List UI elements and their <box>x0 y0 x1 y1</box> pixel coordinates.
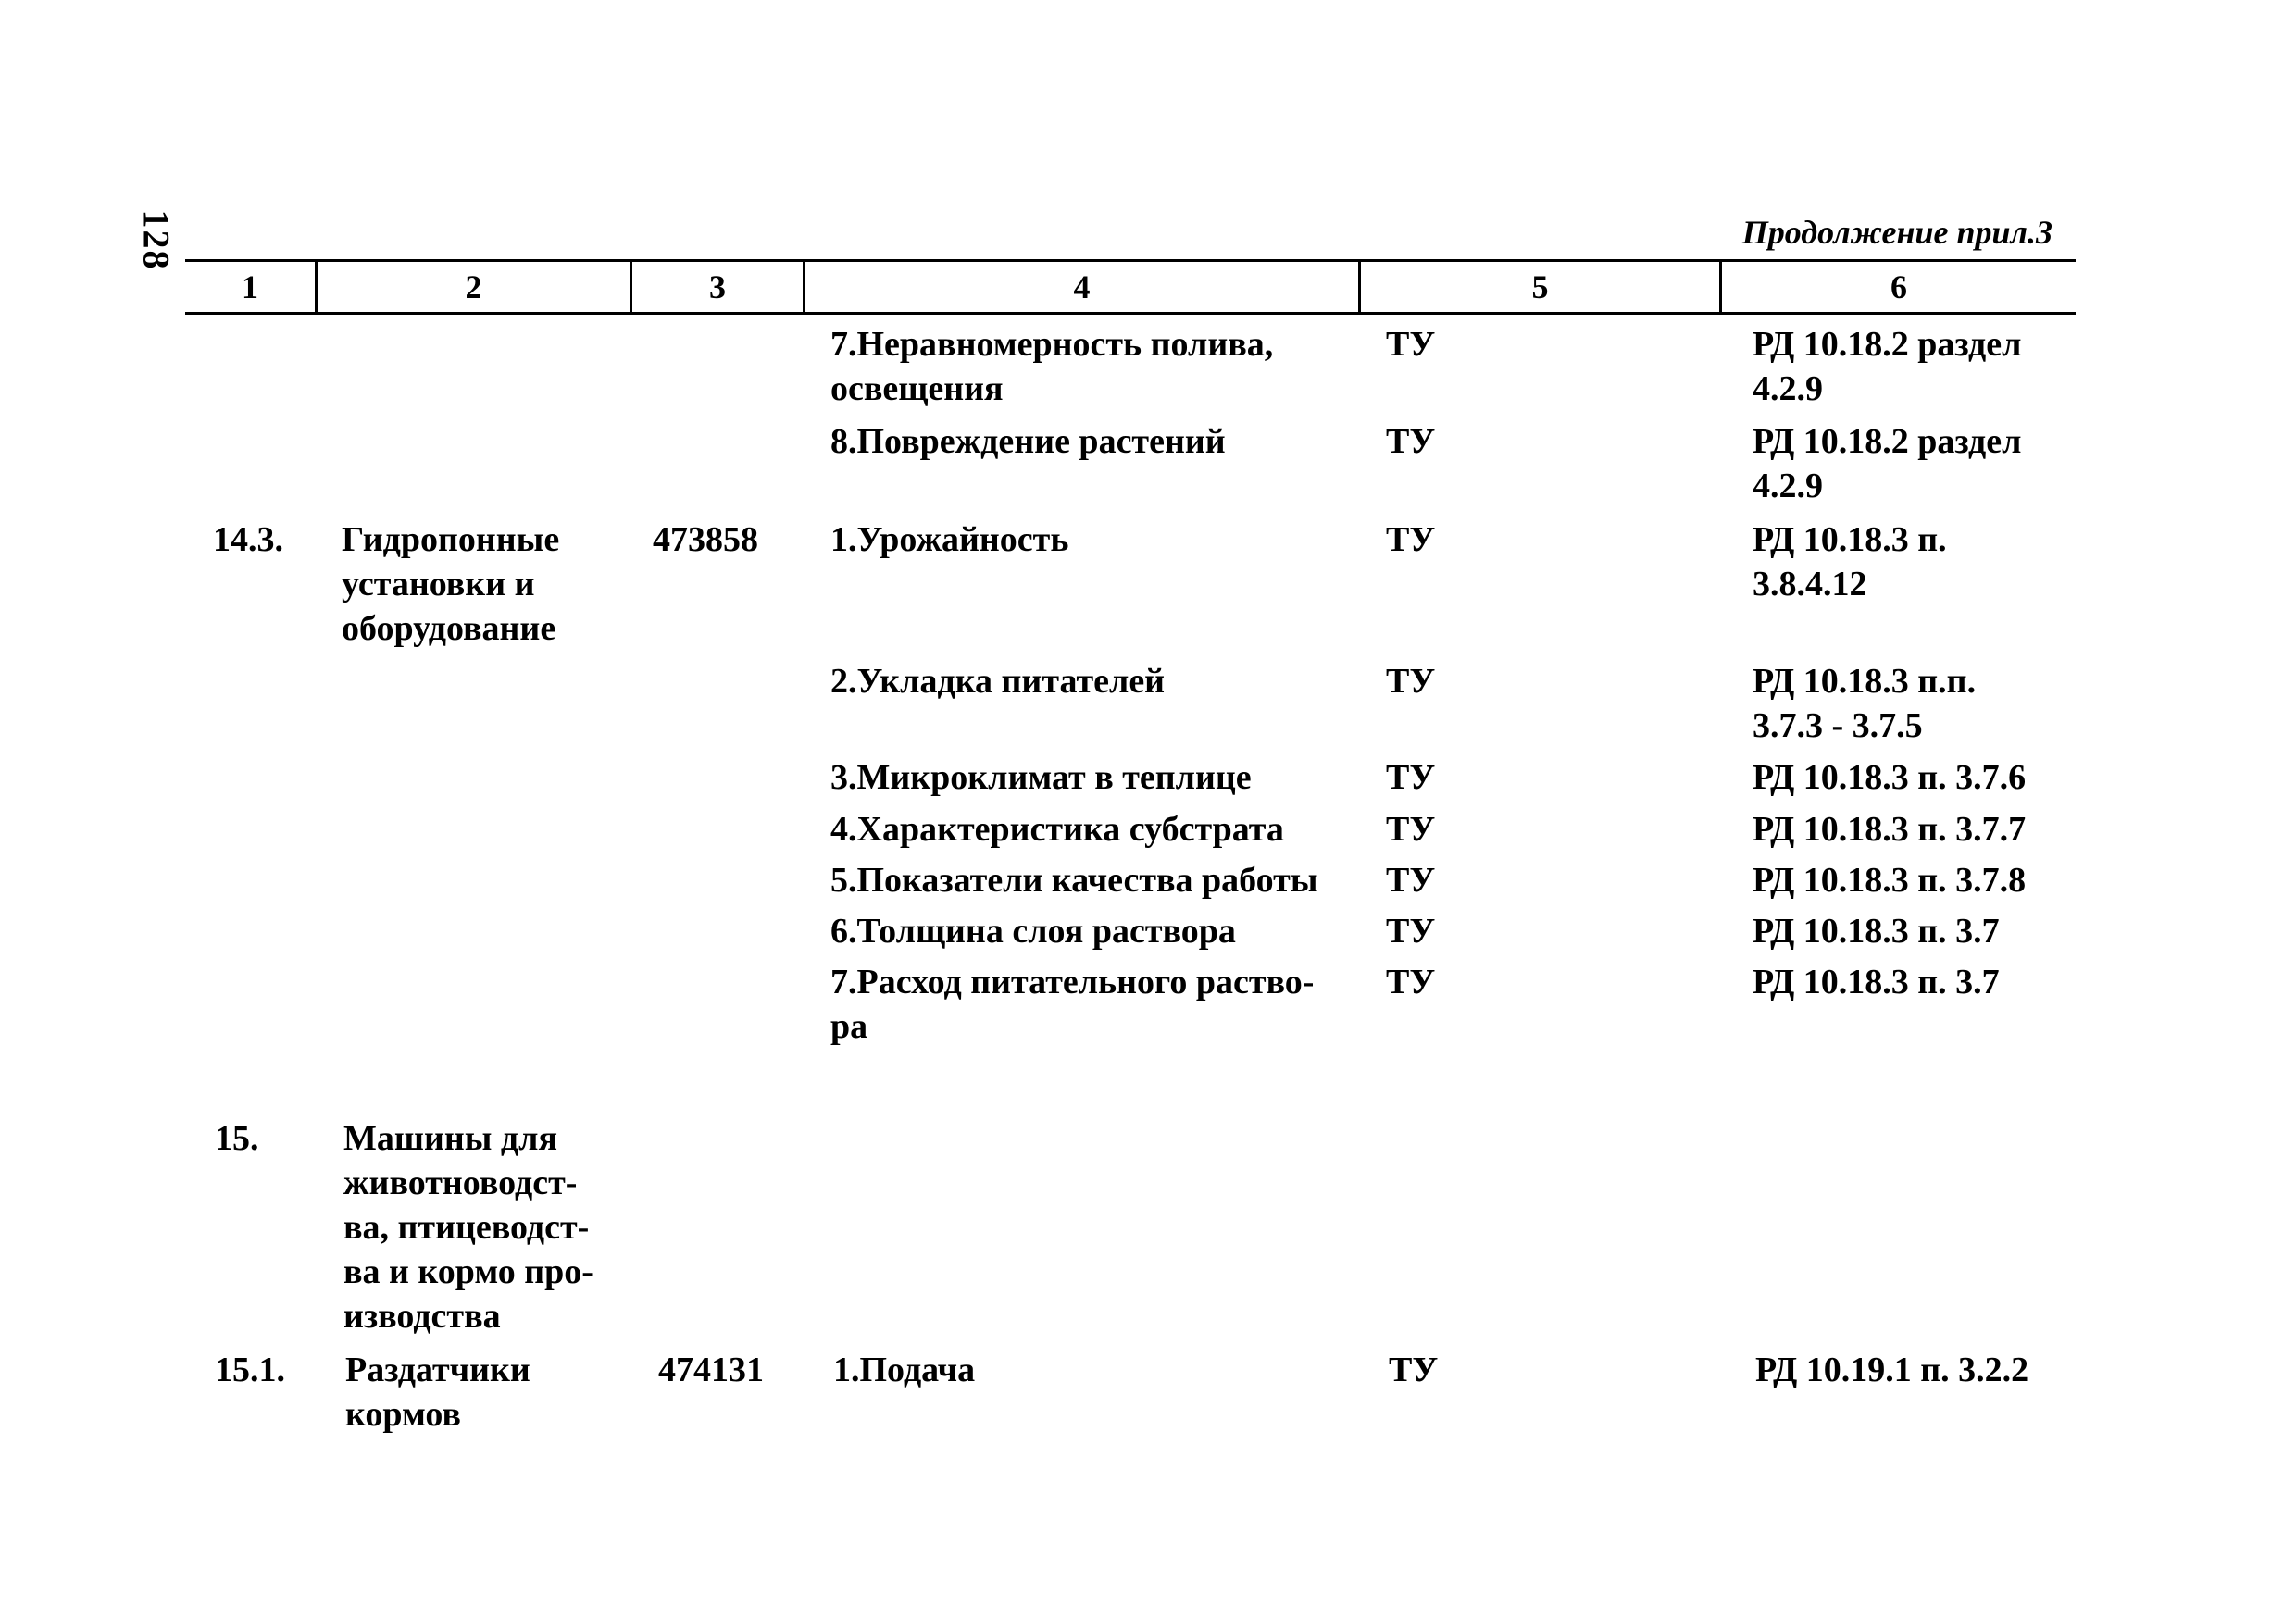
cell-item-number: 15.1. <box>215 1350 285 1389</box>
cell-equipment-name: Гидропонные установки и оборудование <box>342 520 560 648</box>
cell-reference: РД 10.18.3 п. 3.8.4.12 <box>1753 520 1947 604</box>
cell-doc-type: ТУ <box>1386 422 1436 461</box>
page-number: 128 <box>135 209 178 271</box>
header-col-5: 5 <box>1531 268 1549 305</box>
cell-doc-type: ТУ <box>1386 861 1436 900</box>
cell-doc-type: ТУ <box>1386 662 1436 701</box>
cell-indicator: 4.Характеристика субстрата <box>830 810 1284 849</box>
header-bottom-rule <box>185 312 2076 315</box>
cell-reference: РД 10.18.2 раздел 4.2.9 <box>1753 325 2022 408</box>
cell-doc-type: ТУ <box>1386 325 1436 364</box>
cell-doc-type: ТУ <box>1386 810 1436 849</box>
header-col-4: 4 <box>1073 268 1091 305</box>
cell-indicator: 1.Подача <box>833 1350 976 1389</box>
cell-doc-type: ТУ <box>1386 963 1436 1002</box>
cell-reference: РД 10.18.3 п. 3.7 <box>1753 963 2000 1002</box>
cell-indicator: 6.Толщина слоя раствора <box>830 912 1236 951</box>
cell-indicator: 2.Укладка питателей <box>830 662 1166 701</box>
cell-reference: РД 10.19.1 п. 3.2.2 <box>1755 1350 2029 1389</box>
table-header <box>185 262 2076 312</box>
cell-doc-type: ТУ <box>1386 758 1436 797</box>
cell-indicator: 1.Урожайность <box>830 520 1069 559</box>
header-col-3: 3 <box>709 268 726 305</box>
header-col-6: 6 <box>1890 268 1907 305</box>
cell-indicator: 7.Неравномерность полива, освещения <box>830 325 1274 408</box>
header-col-2: 2 <box>465 268 482 305</box>
cell-reference: РД 10.18.3 п. 3.7.8 <box>1753 861 2027 900</box>
cell-code: 474131 <box>658 1350 764 1389</box>
cell-equipment-name: Раздатчики кормов <box>345 1350 530 1434</box>
cell-code: 473858 <box>653 520 758 559</box>
continuation-label: Продолжение прил.3 <box>1741 214 2053 251</box>
cell-equipment-name: Машины для животноводст- ва, птицеводст- ва и кормо про- изводства <box>343 1119 593 1336</box>
header-col-1: 1 <box>242 268 258 305</box>
cell-reference: РД 10.18.3 п. 3.7 <box>1753 912 2000 951</box>
cell-indicator: 7.Расход питательного раство- ра <box>830 963 1315 1046</box>
cell-doc-type: ТУ <box>1386 912 1436 951</box>
cell-doc-type: ТУ <box>1389 1350 1439 1389</box>
cell-indicator: 8.Повреждение растений <box>830 422 1226 461</box>
cell-indicator: 5.Показатели качества работы <box>830 861 1318 900</box>
cell-reference: РД 10.18.3 п. 3.7.6 <box>1753 758 2027 797</box>
cell-reference: РД 10.18.3 п. 3.7.7 <box>1753 810 2027 849</box>
cell-indicator: 3.Микроклимат в теплице <box>830 758 1252 797</box>
cell-item-number: 14.3. <box>213 520 283 559</box>
cell-doc-type: ТУ <box>1386 520 1436 559</box>
cell-reference: РД 10.18.3 п.п. 3.7.3 - 3.7.5 <box>1753 662 1977 745</box>
cell-reference: РД 10.18.2 раздел 4.2.9 <box>1753 422 2022 505</box>
cell-item-number: 15. <box>215 1119 259 1158</box>
